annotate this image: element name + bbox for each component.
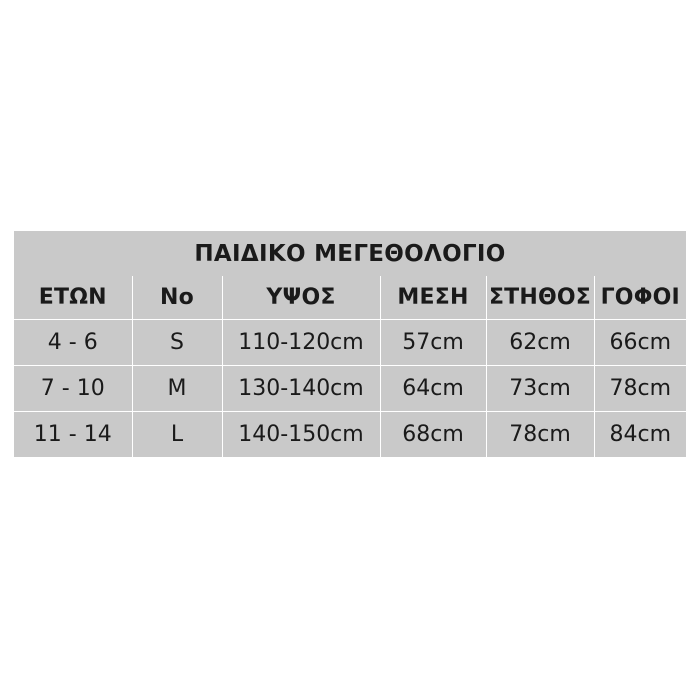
cell-stithos: 78cm: [486, 412, 594, 458]
column-header-gofoi: ΓΟΦΟΙ: [594, 276, 686, 320]
cell-etwn: 7 - 10: [14, 366, 132, 412]
table-header-row: [14, 276, 686, 320]
cell-stithos: 73cm: [486, 366, 594, 412]
cell-ypsos: 140-150cm: [222, 412, 380, 458]
cell-gofoi: 78cm: [594, 366, 686, 412]
cell-mesi: 64cm: [380, 366, 486, 412]
table-row: [14, 412, 686, 458]
cell-no: L: [132, 412, 222, 458]
cell-mesi: 57cm: [380, 320, 486, 366]
size-chart-title: ΠΑΙΔΙΚΟ ΜΕΓΕΘΟΛΟΓΙΟ: [14, 231, 686, 276]
column-header-ypsos: ΥΨΟΣ: [222, 276, 380, 320]
cell-etwn: 11 - 14: [14, 412, 132, 458]
table-body: [14, 320, 686, 458]
cell-no: S: [132, 320, 222, 366]
cell-etwn: 4 - 6: [14, 320, 132, 366]
cell-stithos: 62cm: [486, 320, 594, 366]
table-row: [14, 366, 686, 412]
cell-gofoi: 84cm: [594, 412, 686, 458]
column-header-no: No: [132, 276, 222, 320]
cell-gofoi: 66cm: [594, 320, 686, 366]
column-header-stithos: ΣΤΗΘΟΣ: [486, 276, 594, 320]
column-header-mesi: ΜΕΣΗ: [380, 276, 486, 320]
table-header: [14, 276, 686, 320]
size-chart-table: [14, 231, 686, 457]
size-chart-container: [14, 231, 686, 457]
cell-no: M: [132, 366, 222, 412]
cell-ypsos: 110-120cm: [222, 320, 380, 366]
cell-ypsos: 130-140cm: [222, 366, 380, 412]
cell-mesi: 68cm: [380, 412, 486, 458]
column-header-etwn: ΕΤΩΝ: [14, 276, 132, 320]
table-row: [14, 320, 686, 366]
